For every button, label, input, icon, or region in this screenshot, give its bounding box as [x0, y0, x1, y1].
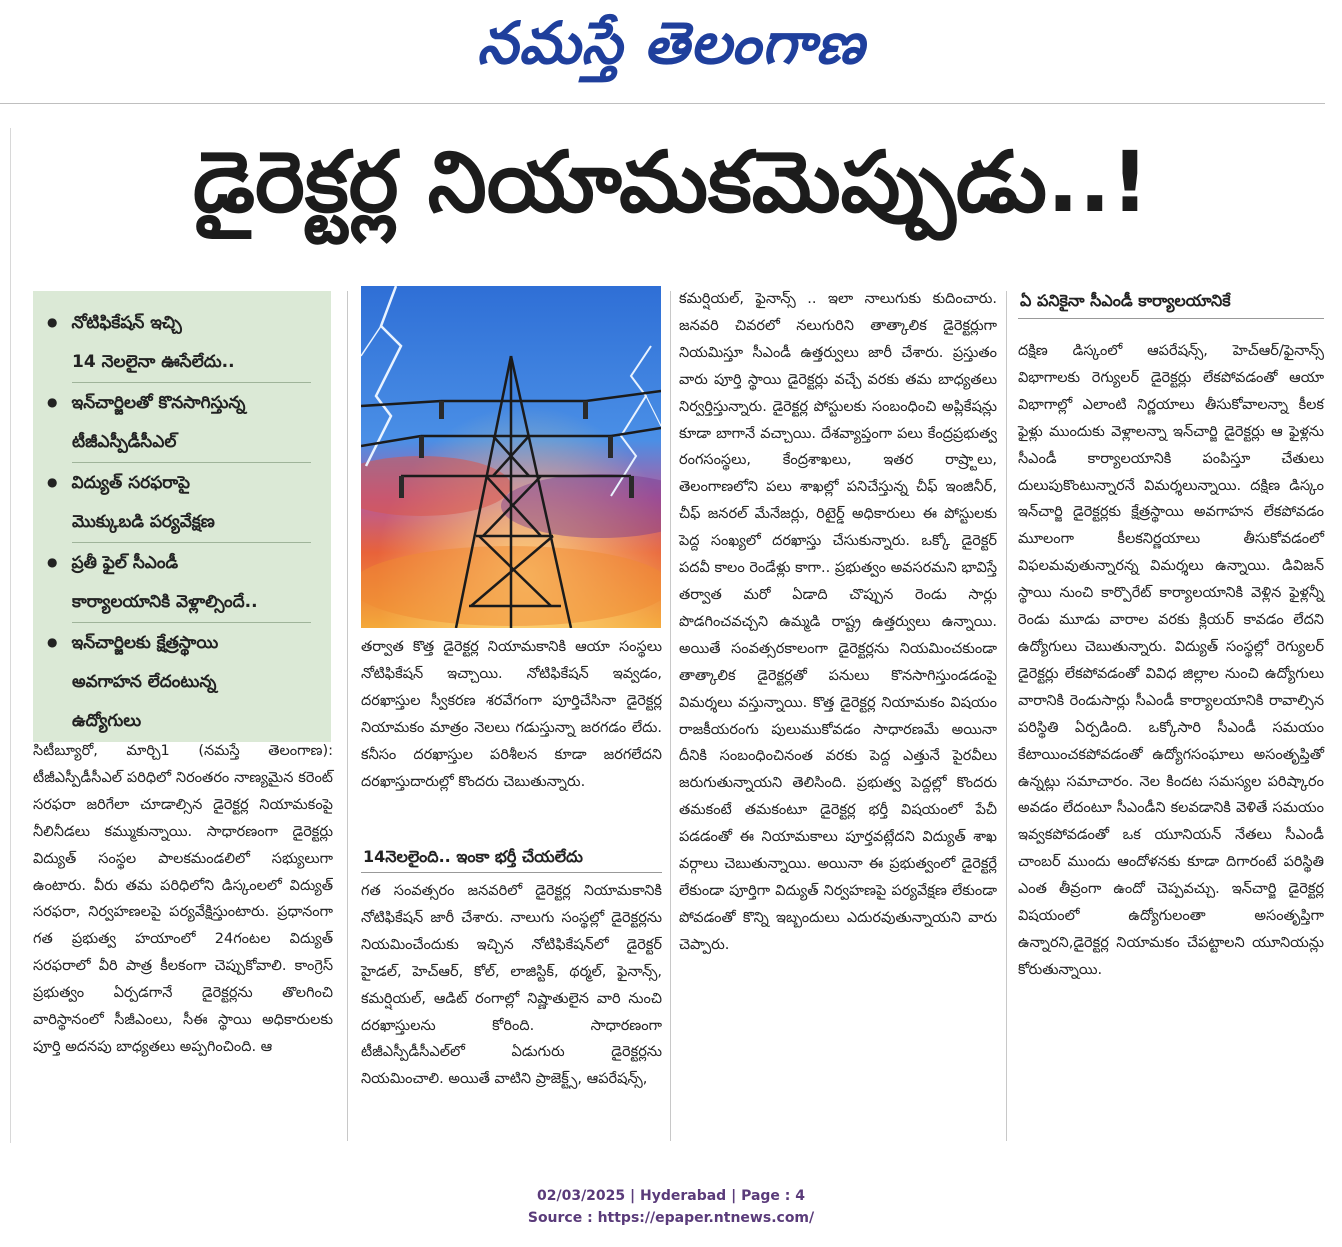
article-column-3 — [679, 286, 997, 959]
article-column-4 — [1018, 338, 1324, 984]
power-tower-illustration — [361, 286, 661, 628]
footer-date-edition: 02/03/2025 | Hyderabad | Page : 4 — [536, 1188, 806, 1204]
subheading-14-months: 14నెలలైంది.. ఇంకా భర్తీ చేయలేదు — [361, 842, 662, 873]
highlight-item — [47, 383, 321, 462]
subheading-cmd-office: ఏ పనికైనా సీఎండీ కార్యాలయానికే — [1018, 284, 1324, 319]
column-rule — [347, 291, 348, 1141]
paragraph: గత సంవత్సరం జనవరిలో డైరెక్టర్ల నియామకానికి నోటిఫికేషన్ జారీ చేశారు. నాలుగు సంస్థల్లో డైరెక్టర్లను నియమించేందుకు ఇచ్చిన నోటిఫికేషన్‌లో డైరెక్టర్ హైడల్, హెచ్ఆర్, కోల్, లాజిస్టిక్, థర్మల్, ఫైనాన్స్, కమర్షియల్, ఆడిట్ రంగాల్లో నిష్ణాతులైన వారి నుంచి దరఖాస్తులను కోరింది. సాధారణంగా టీజీఎస్పీడీసీఎల్‌లో ఏడుగురు డైరెక్టర్లను నియమించాలి. అయితే వాటిని ప్రాజెక్ట్స్, ఆపరేషన్స్, — [361, 883, 662, 1088]
paragraph: సిటీబ్యూరో, మార్చి1 (నమస్తే తెలంగాణ): టీజీఎస్పీడీసీఎల్ పరిధిలో నిరంతరం నాణ్యమైన కరెంట్ సరఫరా జరిగేలా చూడాల్సిన డైరెక్టర్ల నియామకంపై నీలినీడలు కమ్ముకున్నాయి. సాధారణంగా డైరెక్టర్లు విద్యుత్ సంస్థల పాలకమండలిలో సభ్యులుగా ఉంటారు. వీరు తమ పరిధిలోని డిస్కంలలో విద్యుత్ సరఫరా, నిర్వహణలపై పర్యవేక్షిస్తుంటారు. ప్రధానంగా గత ప్రభుత్వ హయాంలో 24గంటల విద్యుత్ సరఫరాలో వీరి పాత్ర కీలకంగా చెప్పుకోవాలి. కాంగ్రెస్ ప్రభుత్వం ఏర్పడగానే డైరెక్టర్లను తొలగించి వారిస్థానంలో సీజీఎంలు, సీఈ స్థాయి అధికారులకు పూర్తి అదనపు బాధ్యతలు అప్పగించింది. ఆ — [33, 743, 333, 1055]
highlight-line: మొక్కుబడి పర్యవేక్షణ — [72, 512, 215, 532]
column-rule — [1006, 291, 1007, 1141]
highlight-line: 14 నెలలైనా ఊసేలేదు.. — [72, 352, 235, 372]
highlight-item — [47, 623, 321, 741]
highlight-line: ● ఇన్‌చార్జిలకు క్షేత్రస్థాయి — [47, 623, 321, 663]
column-rule — [670, 291, 671, 1141]
highlight-line: ● ప్రతీ ఫైల్ సీఎండీ — [47, 543, 321, 583]
highlight-line: ● నోటిఫికేషన్ ఇచ్చి — [47, 303, 321, 343]
article-headline: డైరెక్టర్ల నియామకమెప్పుడు..! — [192, 133, 1150, 231]
left-margin-rule — [10, 128, 11, 1143]
highlight-line: ● విద్యుత్ సరఫరాపై — [47, 463, 321, 503]
highlight-line: ఉద్యోగులు — [72, 711, 142, 731]
article-column-1 — [33, 738, 333, 1061]
highlights-box — [33, 291, 331, 742]
paragraph: తర్వాత కొత్త డైరెక్టర్ల నియామకానికి ఆయా సంస్థలు నోటిఫికేషన్ ఇచ్చాయి. నోటిఫికేషన్ ఇవ్వడం, దరఖాస్తుల స్వీకరణ శరవేగంగా పూర్తిచేసినా డైరెక్టర్ల నియామకం మాత్రం నెలలు గడుస్తున్నా జరగడం లేదు. కనీసం దరఖాస్తుల పరిశీలన కూడా జరగలేదని దరఖాస్తుదారుల్లో కొందరు చెబుతున్నారు. — [361, 639, 662, 790]
highlight-item — [47, 543, 321, 622]
paragraph: దక్షిణ డిస్కంలో ఆపరేషన్స్, హెచ్ఆర్/ఫైనాన్స్ విభాగాలకు రెగ్యులర్ డైరెక్టర్లు లేకపోవడంతో ఆయా విభాగాల్లో ఎలాంటి నిర్ణయాలు తీసుకోవాలన్నా కీలక ఫైళ్లు ముందుకు వెళ్లాలన్నా ఇన్‌చార్జి డైరెక్టర్లు ఆ ఫైళ్లను సీఎండీ కార్యాలయానికి పంపిస్తూ చేతులు దులుపుకొంటున్నారనే విమర్శలున్నాయి. దక్షిణ డిస్కం ఇన్‌చార్జి డైరెక్టర్లకు క్షేత్రస్థాయి అవగాహన లేకపోవడం మూలంగా కీలకనిర్ణయాలు తీసుకోవడంలో విఫలమవుతున్నారన్న విమర్శలు ఉన్నాయి. డివిజన్ స్థాయి నుంచి కార్పొరేట్ కార్యాలయానికి వెళ్లిన ఫైళ్లన్నీ రెండు మూడు వారాల వరకు క్లియర్ కావడం లేదని ఉద్యోగులు చెబుతున్నారు. విద్యుత్ సంస్థల్లో రెగ్యులర్ డైరెక్టర్లు లేకపోవడంతో వివిధ జిల్లాల నుంచి ఉద్యోగులు వారానికి రెండుసార్లు సీఎండీ కార్యాలయానికి రావాల్సిన పరిస్థితి ఏర్పడింది. ఒక్కోసారి సీఎండీ సమయం కేటాయించకపోవడంతో ఉద్యోగసంఘాలు అసంతృప్తితో ఉన్నట్లు సమాచారం. నెల కిందట సమస్యల పరిష్కారం అవడం లేదంటూ సీఎండీని కలవడానికి వెళితే సమయం ఇవ్వకపోవడంతో ఒక యూనియన్ నేతలు సీఎండీ చాంబర్ ముందు ఆందోళనకు కూడా దిగారంటే పరిస్థితి ఎంత తీవ్రంగా ఉందో చెప్పవచ్చు. ఇన్‌చార్జి డైరెక్టర్ల విషయంలో ఉద్యోగులంతా అసంతృప్తిగా ఉన్నారని,డైరెక్టర్ల నియామకం చేపట్టాలని యూనియన్లు కోరుతున్నాయి. — [1018, 343, 1324, 978]
masthead-divider — [0, 103, 1325, 104]
highlight-line: అవగాహన లేదంటున్న — [72, 672, 217, 692]
highlight-line: కార్యాలయానికి వెళ్లాల్సిందే.. — [72, 592, 258, 612]
article-column-2-bottom — [361, 878, 662, 1093]
power-tower-photo — [361, 286, 661, 628]
masthead — [0, 0, 1342, 104]
highlight-line: ● ఇన్‌చార్జిలతో కొనసాగిస్తున్న — [47, 383, 321, 423]
footer-source-link[interactable]: Source : https://epaper.ntnews.com/ — [527, 1210, 815, 1226]
page-footer — [0, 1185, 1342, 1229]
highlight-item — [47, 463, 321, 542]
highlight-item — [47, 303, 321, 382]
paragraph: కమర్షియల్, ఫైనాన్స్ .. ఇలా నాలుగుకు కుదించారు. జనవరి చివరలో నలుగురిని తాత్కాలిక డైరెక్టర్లుగా నియమిస్తూ సీఎండీ ఉత్తర్వులు జారీ చేశారు. ప్రస్తుతం వారు పూర్తి స్థాయి డైరెక్టర్లు వచ్చే వరకు తమ బాధ్యతలు నిర్వర్తిస్తున్నారు. డైరెక్టర్ల పోస్టులకు సంబంధించి అప్లికేషన్లు కూడా బాగానే వచ్చాయి. దేశవ్యాప్తంగా పలు కేంద్రప్రభుత్వ రంగసంస్థలు, కేంద్రశాఖలు, ఇతర రాష్ర్టాలు, తెలంగాణలోని పలు శాఖల్లో పనిచేస్తున్న చీఫ్ ఇంజినీర్, చీఫ్ జనరల్ మేనేజర్లు, రిటైర్డ్ అధికారులు ఈ పోస్టులకు పెద్ద సంఖ్యలో దరఖాస్తు చేసుకున్నారు. ఒక్కో డైరెక్టర్ పదవీ కాలం రెండేళ్లు కాగా.. ప్రభుత్వం అవసరమని భావిస్తే తర్వాత మరో ఏడాది చొప్పున రెండు సార్లు పొడగించవచ్చని ఉమ్మడి రాష్ట్ర ఉత్తర్వులు ఉన్నాయి. అయితే సంవత్సరకాలంగా డైరెక్టర్లను నియమించకుండా తాత్కాలిక డైరెక్టర్లతో పనులు కొనసాగిస్తుండడంపై విమర్శలు వస్తున్నాయి. కొత్త డైరెక్టర్ల నియామకం విషయం రాజకీయరంగు పులుముకోవడం సాధారణమే అయినా దీనికి సంబంధించినంత వరకు పెద్ద ఎత్తునే పైరవీలు జరుగుతున్నాయని తెలిసింది. ప్రభుత్వ పెద్దల్లో కొందరు తమకంటే తమకంటూ డైరెక్టర్ల భర్తీ విషయంలో పేచీ పడడంతో ఈ నియామకాలు పూర్తవట్లేదని విద్యుత్ శాఖ వర్గాలు చెబుతున్నాయి. అయినా ఈ ప్రభుత్వంలో డైరెక్టర్లే లేకుండా పూర్తిగా విద్యుత్ నిర్వహణపై పర్యవేక్షణ లేకుండా పోవడంతో కొన్ని ఇబ్బందులు ఎదురవుతున్నాయని వారు చెప్పారు. — [679, 291, 997, 953]
newspaper-logo: నమస్తే తెలంగాణ — [477, 9, 865, 77]
article-column-2-top — [361, 634, 662, 795]
highlight-line: టీజీఎస్పీడీసీఎల్ — [72, 432, 177, 452]
